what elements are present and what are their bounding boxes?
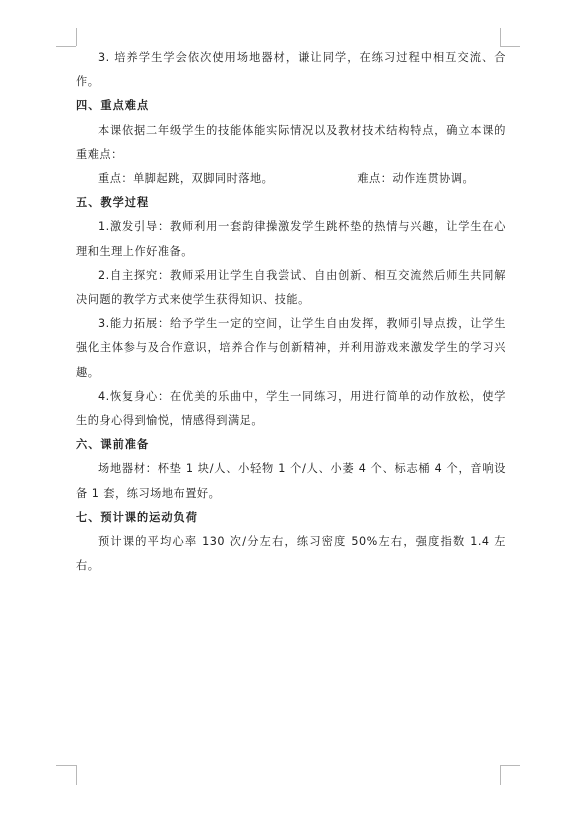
section-7-heading: 七、预计课的运动负荷 [76, 510, 198, 524]
objective-item-3: 3. 培养学生学会依次使用场地器材，谦让同学，在练习过程中相互交流、合作。 [76, 51, 506, 89]
difficulty-text: 难点：动作连贯协调。 [357, 172, 475, 186]
crop-mark-bottom-left-v [76, 765, 77, 785]
crop-mark-bottom-right-h [500, 765, 520, 766]
crop-mark-top-left-h [56, 46, 76, 47]
teaching-step-3: 3.能力拓展：给予学生一定的空间，让学生自由发挥，教师引导点拨，让学生强化主体参与及合作意识，培养合作与创新精神，并利用游戏来激发学生的学习兴趣。 [76, 317, 506, 379]
crop-mark-bottom-right-v [500, 765, 501, 785]
crop-mark-bottom-left-h [56, 765, 76, 766]
section-4-intro: 本课依据二年级学生的技能体能实际情况以及教材技术结构特点，确立本课的重难点： [76, 123, 506, 161]
section-4-heading: 四、重点难点 [76, 99, 150, 113]
exercise-load-text: 预计课的平均心率 130 次/分左右，练习密度 50%左右，强度指数 1.4 左右。 [76, 535, 506, 573]
key-difficulty-row [76, 167, 506, 191]
crop-mark-top-left-v [76, 28, 77, 46]
document-body [76, 46, 506, 578]
teaching-step-1: 1.激发引导：教师利用一套韵律操激发学生跳杯垫的热情与兴趣，让学生在心理和生理上作好准备。 [76, 220, 506, 258]
crop-mark-top-right-v [500, 28, 501, 46]
section-6-heading: 六、课前准备 [76, 438, 150, 452]
section-5-heading: 五、教学过程 [76, 196, 150, 210]
teaching-step-4: 4.恢复身心：在优美的乐曲中，学生一同练习，用进行简单的动作放松，使学生的身心得到愉悦，情感得到满足。 [76, 389, 506, 428]
equipment-text: 场地器材：杯垫 1 块/人、小轻物 1 个/人、小萎 4 个、标志桶 4 个，音响设备 1 套，练习场地布置好。 [76, 462, 506, 500]
teaching-step-2: 2.自主探究：教师采用让学生自我尝试、自由创新、相互交流然后师生共同解决问题的教学方式来使学生获得知识、技能。 [76, 268, 506, 307]
key-point-text: 重点：单脚起跳，双脚同时落地。 [98, 172, 274, 186]
